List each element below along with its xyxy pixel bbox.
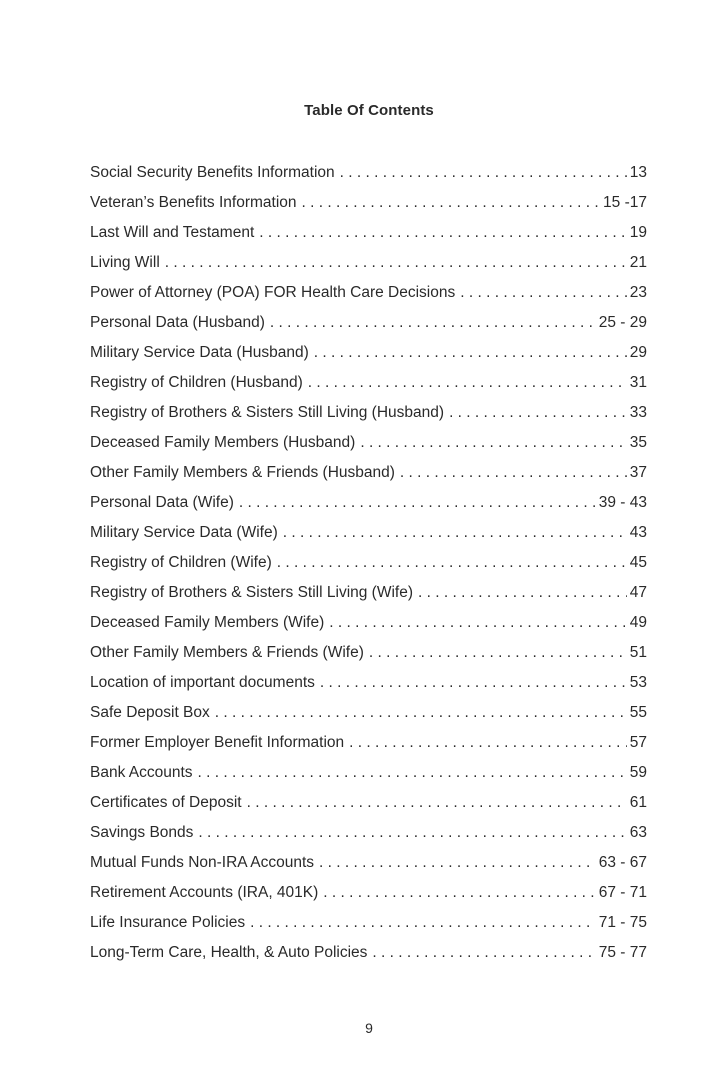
dot-leader	[198, 818, 626, 848]
toc-entry-label: Registry of Brothers & Sisters Still Living (Husband)	[90, 404, 445, 421]
toc-entry	[90, 578, 647, 608]
toc-entry-page: 67 - 71	[598, 884, 647, 901]
toc-entry-page: 53	[629, 674, 647, 691]
toc-entry-page: 25 - 29	[598, 314, 647, 331]
toc-entry-page: 63 - 67	[598, 854, 647, 871]
toc-entry-page: 37	[629, 464, 647, 481]
toc-entry-label: Social Security Benefits Information	[90, 164, 335, 181]
toc-entry-page: 55	[629, 704, 647, 721]
toc-entry-page: 15 -17	[603, 194, 647, 211]
toc-entry	[90, 848, 647, 878]
toc-entry-label: Personal Data (Wife)	[90, 494, 234, 511]
dot-leader	[302, 188, 601, 218]
toc-entry	[90, 278, 647, 308]
dot-leader	[215, 698, 627, 728]
dot-leader	[418, 578, 627, 608]
toc-entry-label: Retirement Accounts (IRA, 401K)	[90, 884, 319, 901]
toc-entry	[90, 818, 647, 848]
toc-entry	[90, 488, 647, 518]
toc-entry	[90, 788, 647, 818]
toc-entry-page: 47	[629, 584, 647, 601]
dot-leader	[323, 878, 595, 908]
toc-entry-label: Power of Attorney (POA) FOR Health Care Decisions	[90, 284, 456, 301]
dot-leader	[277, 548, 627, 578]
toc-entry-label: Military Service Data (Husband)	[90, 344, 309, 361]
toc-entry-label: Mutual Funds Non-IRA Accounts	[90, 854, 315, 871]
dot-leader	[400, 458, 627, 488]
toc-entry-label: Former Employer Benefit Information	[90, 734, 345, 751]
toc-entry-page: 45	[629, 554, 647, 571]
toc-entry	[90, 878, 647, 908]
toc-entry	[90, 758, 647, 788]
toc-entry-page: 63	[629, 824, 647, 841]
dot-leader	[259, 218, 626, 248]
toc-entry-page: 49	[629, 614, 647, 631]
dot-leader	[349, 728, 627, 758]
dot-leader	[449, 398, 627, 428]
toc-entry	[90, 428, 647, 458]
toc-entry-label: Other Family Members & Friends (Husband)	[90, 464, 395, 481]
dot-leader	[329, 608, 626, 638]
toc-entry-label: Registry of Children (Husband)	[90, 374, 303, 391]
dot-leader	[369, 638, 627, 668]
page-title: Table Of Contents	[304, 102, 434, 119]
toc-entry-label: Safe Deposit Box	[90, 704, 210, 721]
toc-entry	[90, 548, 647, 578]
dot-leader	[239, 488, 596, 518]
toc-entry-label: Registry of Brothers & Sisters Still Living (Wife)	[90, 584, 414, 601]
dot-leader	[314, 338, 627, 368]
page-number: 9	[365, 1020, 373, 1036]
dot-leader	[283, 518, 627, 548]
toc-entry-label: Other Family Members & Friends (Wife)	[90, 644, 364, 661]
toc-list	[90, 158, 647, 968]
toc-entry-label: Long-Term Care, Health, & Auto Policies	[90, 944, 368, 961]
toc-entry-page: 59	[629, 764, 647, 781]
dot-leader	[165, 248, 627, 278]
toc-entry	[90, 608, 647, 638]
toc-entry	[90, 188, 647, 218]
toc-entry-label: Living Will	[90, 254, 160, 271]
toc-entry	[90, 368, 647, 398]
toc-entry	[90, 248, 647, 278]
dot-leader	[320, 668, 627, 698]
dot-leader	[319, 848, 596, 878]
dot-leader	[247, 788, 627, 818]
toc-entry-page: 29	[629, 344, 647, 361]
toc-entry	[90, 518, 647, 548]
toc-entry	[90, 638, 647, 668]
toc-entry-page: 21	[629, 254, 647, 271]
dot-leader	[360, 428, 626, 458]
toc-entry	[90, 398, 647, 428]
toc-entry-label: Certificates of Deposit	[90, 794, 242, 811]
toc-entry	[90, 218, 647, 248]
toc-entry	[90, 668, 647, 698]
dot-leader	[372, 938, 595, 968]
dot-leader	[308, 368, 627, 398]
toc-entry-label: Savings Bonds	[90, 824, 194, 841]
dot-leader	[460, 278, 627, 308]
toc-entry-page: 23	[629, 284, 647, 301]
toc-entry-page: 61	[629, 794, 647, 811]
toc-entry	[90, 728, 647, 758]
toc-entry-label: Military Service Data (Wife)	[90, 524, 278, 541]
dot-leader	[270, 308, 596, 338]
toc-entry-label: Personal Data (Husband)	[90, 314, 265, 331]
toc-entry-label: Registry of Children (Wife)	[90, 554, 272, 571]
dot-leader	[340, 158, 627, 188]
toc-entry-page: 71 - 75	[598, 914, 647, 931]
toc-entry	[90, 458, 647, 488]
toc-entry-label: Life Insurance Policies	[90, 914, 246, 931]
toc-entry-page: 57	[629, 734, 647, 751]
toc-entry	[90, 938, 647, 968]
dot-leader	[250, 908, 596, 938]
toc-entry-page: 43	[629, 524, 647, 541]
toc-entry	[90, 308, 647, 338]
toc-entry-page: 19	[629, 224, 647, 241]
toc-entry-page: 75 - 77	[598, 944, 647, 961]
toc-entry-label: Deceased Family Members (Husband)	[90, 434, 356, 451]
toc-entry-label: Location of important documents	[90, 674, 315, 691]
toc-entry-page: 39 - 43	[598, 494, 647, 511]
toc-entry-page: 13	[629, 164, 647, 181]
toc-entry-page: 51	[629, 644, 647, 661]
toc-entry	[90, 698, 647, 728]
toc-entry	[90, 908, 647, 938]
toc-entry-label: Bank Accounts	[90, 764, 193, 781]
toc-entry	[90, 338, 647, 368]
dot-leader	[198, 758, 627, 788]
toc-entry-label: Last Will and Testament	[90, 224, 255, 241]
toc-entry-page: 35	[629, 434, 647, 451]
toc-entry-page: 33	[629, 404, 647, 421]
toc-entry	[90, 158, 647, 188]
toc-entry-label: Veteran’s Benefits Information	[90, 194, 297, 211]
toc-entry-label: Deceased Family Members (Wife)	[90, 614, 325, 631]
toc-entry-page: 31	[629, 374, 647, 391]
